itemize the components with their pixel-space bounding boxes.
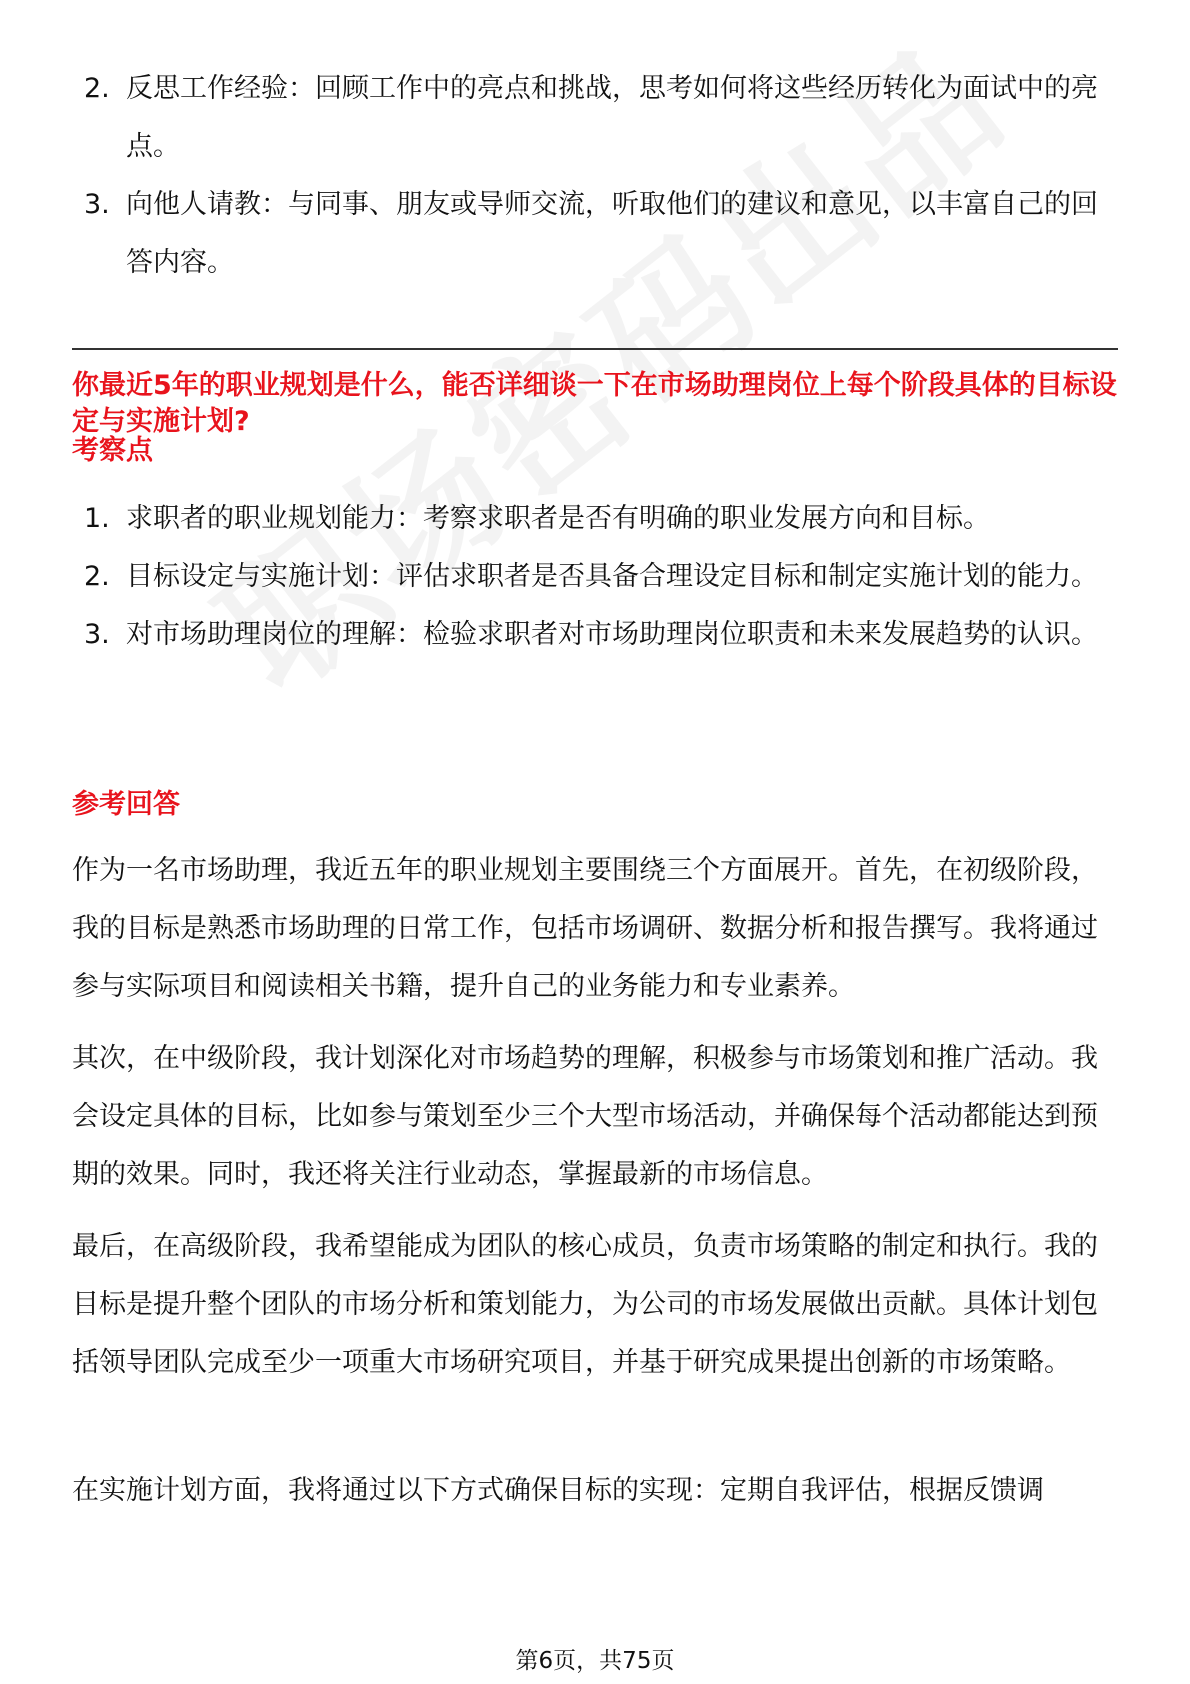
list-text: 目标设定与实施计划：评估求职者是否具备合理设定目标和制定实施计划的能力。 [126,561,1098,592]
list-item [72,176,1122,292]
list-number: 2. [84,561,110,592]
list-text: 求职者的职业规划能力：考察求职者是否有明确的职业发展方向和目标。 [126,503,990,534]
list-item [72,548,1122,606]
focus-label: 考察点 [72,435,153,466]
previous-list [72,60,1122,292]
answer-label: 参考回答 [72,789,180,820]
answer-paragraph: 其次，在中级阶段，我计划深化对市场趋势的理解，积极参与市场策划和推广活动。我会设定具体的目标，比如参与策划至少三个大型市场活动，并确保每个活动都能达到预期的效果。同时，我还将关注行业动态，掌握最新的市场信息。 [72,1043,1098,1190]
list-text: 向他人请教：与同事、朋友或导师交流，听取他们的建议和意见，以丰富自己的回答内容。 [126,189,1098,278]
list-text: 反思工作经验：回顾工作中的亮点和挑战，思考如何将这些经历转化为面试中的亮点。 [126,73,1098,162]
list-number: 3. [84,189,110,220]
list-number: 3. [84,619,110,650]
list-item [72,60,1122,176]
list-item [72,490,1122,548]
answer-paragraph: 作为一名市场助理，我近五年的职业规划主要围绕三个方面展开。首先，在初级阶段，我的目标是熟悉市场助理的日常工作，包括市场调研、数据分析和报告撰写。我将通过参与实际项目和阅读相关书籍，提升自己的业务能力和专业素养。 [72,855,1098,1002]
list-text: 对市场助理岗位的理解：检验求职者对市场助理岗位职责和未来发展趋势的认识。 [126,619,1098,650]
answer-paragraph: 最后，在高级阶段，我希望能成为团队的核心成员，负责市场策略的制定和执行。我的目标是提升整个团队的市场分析和策划能力，为公司的市场发展做出贡献。具体计划包括领导团队完成至少一项重大市场研究项目，并基于研究成果提出创新的市场策略。 [72,1231,1098,1378]
answer-paragraph: 在实施计划方面，我将通过以下方式确保目标的实现：定期自我评估，根据反馈调 [72,1475,1044,1506]
page-number: 第6页，共75页 [515,1648,675,1674]
list-number: 1. [84,503,110,534]
list-number: 2. [84,73,110,104]
focus-list [72,490,1122,664]
list-item [72,606,1122,664]
section-divider [72,348,1118,350]
question-heading: 你最近5年的职业规划是什么，能否详细谈一下在市场助理岗位上每个阶段具体的目标设定与实施计划? [72,370,1117,437]
